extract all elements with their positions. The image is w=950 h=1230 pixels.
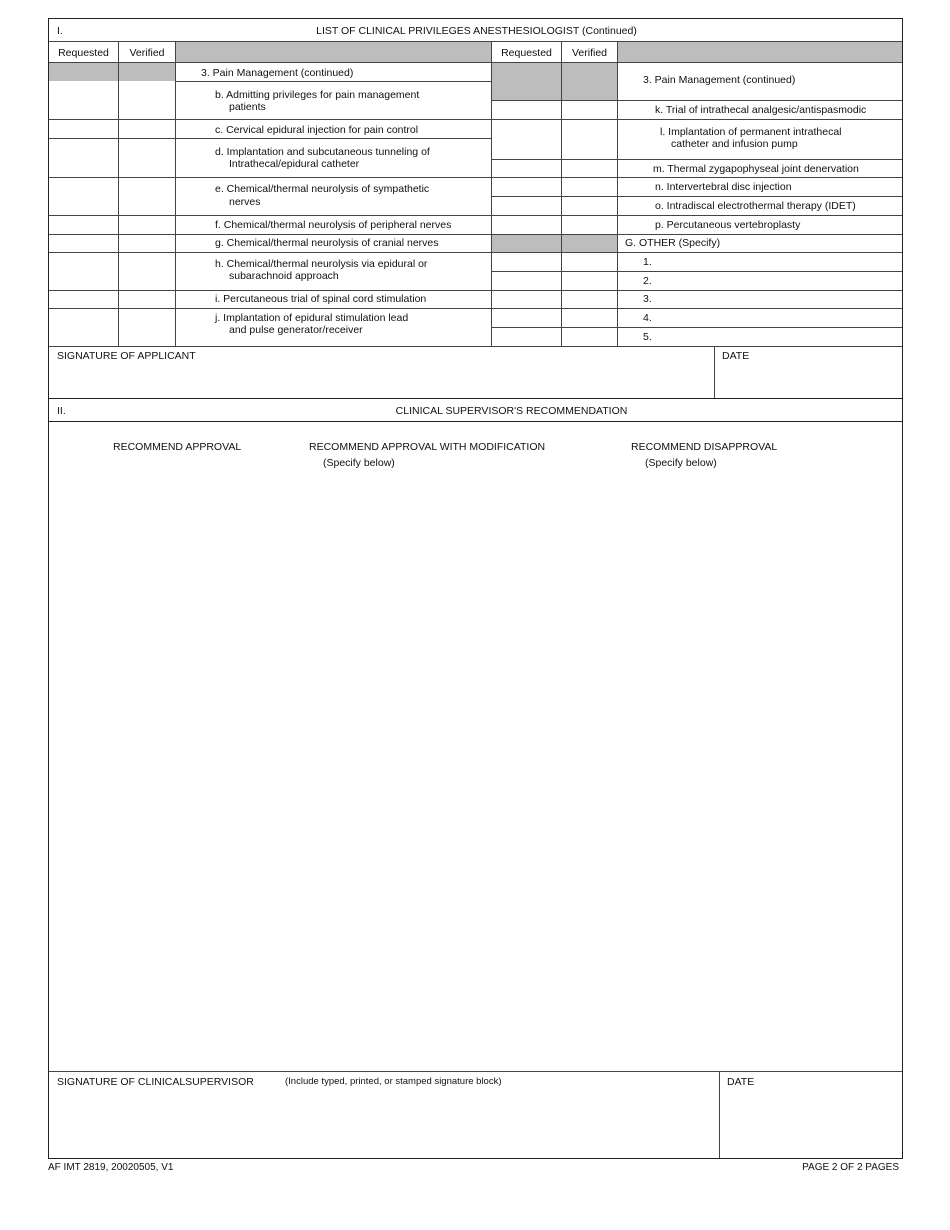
supervisor-signature-field[interactable]: [53, 1091, 713, 1155]
left-item-c: c. Cervical epidural injection for pain control: [215, 124, 419, 136]
right-other-4: 4.: [643, 312, 652, 324]
applicant-signature-field[interactable]: [53, 364, 708, 396]
left-item-3-header: 3. Pain Management (continued): [201, 67, 354, 79]
right-other-5: 5.: [643, 331, 652, 343]
recommend-disapproval-label: RECOMMEND DISAPPROVAL: [631, 441, 778, 453]
left-item-d: d. Implantation and subcutaneous tunneling of: [215, 146, 430, 158]
recommend-approval-label: RECOMMEND APPROVAL: [113, 441, 242, 453]
form-page: [48, 18, 903, 1159]
left-col-verified-header: Verified: [129, 47, 165, 59]
recommend-disapproval-option[interactable]: [609, 437, 829, 477]
applicant-date-label: DATE: [722, 350, 750, 362]
recommend-approval-modification-option[interactable]: [287, 437, 577, 477]
right-other-2: 2.: [643, 275, 652, 287]
right-item-n: n. Intervertebral disc injection: [655, 181, 792, 193]
right-col-verified-header: Verified: [571, 47, 608, 59]
right-item-m: m. Thermal zygapophyseal joint denervation: [653, 163, 859, 175]
right-item-o: o. Intradiscal electrothermal therapy (IDET): [655, 200, 856, 212]
left-item-d-cont: Intrathecal/epidural catheter: [229, 158, 360, 170]
recommend-disapproval-sub: (Specify below): [645, 457, 717, 469]
left-item-j: j. Implantation of epidural stimulation lead: [215, 312, 409, 324]
applicant-date-field[interactable]: [719, 364, 899, 396]
right-item-k: k. Trial of intrathecal analgesic/antispasmodic: [655, 104, 867, 116]
supervisor-signature-label: SIGNATURE OF CLINICALSUPERVISOR: [57, 1076, 254, 1088]
section-2-title: CLINICAL SUPERVISOR'S RECOMMENDATION: [395, 405, 628, 417]
recommendation-remarks-area[interactable]: [53, 489, 898, 1067]
section-1-title: LIST OF CLINICAL PRIVILEGES ANESTHESIOLOGIST (Continued): [316, 25, 637, 37]
right-item-g-other: G. OTHER (Specify): [625, 237, 721, 249]
supervisor-date-label: DATE: [727, 1076, 755, 1088]
left-item-g: g. Chemical/thermal neurolysis of cranial nerves: [215, 237, 439, 249]
recommend-approval-modification-label: RECOMMEND APPROVAL WITH MODIFICATION: [309, 441, 546, 453]
right-item-l-cont: catheter and infusion pump: [671, 138, 798, 150]
left-item-f: f. Chemical/thermal neurolysis of peripheral nerves: [215, 219, 452, 231]
supervisor-signature-note: (Include typed, printed, or stamped signature block): [285, 1076, 502, 1087]
right-other-1: 1.: [643, 256, 652, 268]
recommend-approval-modification-sub: (Specify below): [323, 457, 395, 469]
right-item-p: p. Percutaneous vertebroplasty: [655, 219, 801, 231]
section-1-number: I.: [57, 25, 63, 37]
section-2-number: II.: [57, 405, 66, 417]
right-item-l: l. Implantation of permanent intrathecal: [660, 126, 842, 138]
supervisor-date-field[interactable]: [725, 1091, 899, 1155]
left-item-b-cont: patients: [229, 101, 266, 113]
left-item-h-cont: subarachnoid approach: [229, 270, 339, 282]
applicant-signature-label: SIGNATURE OF APPLICANT: [57, 350, 196, 362]
left-col-requested-header: Requested: [58, 47, 109, 59]
right-other-3: 3.: [643, 293, 652, 305]
right-item-3-header: 3. Pain Management (continued): [643, 74, 796, 86]
left-item-h: h. Chemical/thermal neurolysis via epidural or: [215, 258, 428, 270]
left-item-j-cont: and pulse generator/receiver: [229, 324, 363, 336]
page-number: PAGE 2 OF 2 PAGES: [802, 1162, 899, 1173]
form-identifier: AF IMT 2819, 20020505, V1: [48, 1162, 174, 1173]
recommend-approval-option[interactable]: [89, 437, 269, 477]
right-col-requested-header: Requested: [501, 47, 552, 59]
left-item-e: e. Chemical/thermal neurolysis of sympathetic: [215, 183, 430, 195]
left-item-b: b. Admitting privileges for pain management: [215, 89, 420, 101]
left-item-i: i. Percutaneous trial of spinal cord stimulation: [215, 293, 427, 305]
left-item-e-cont: nerves: [229, 196, 261, 208]
